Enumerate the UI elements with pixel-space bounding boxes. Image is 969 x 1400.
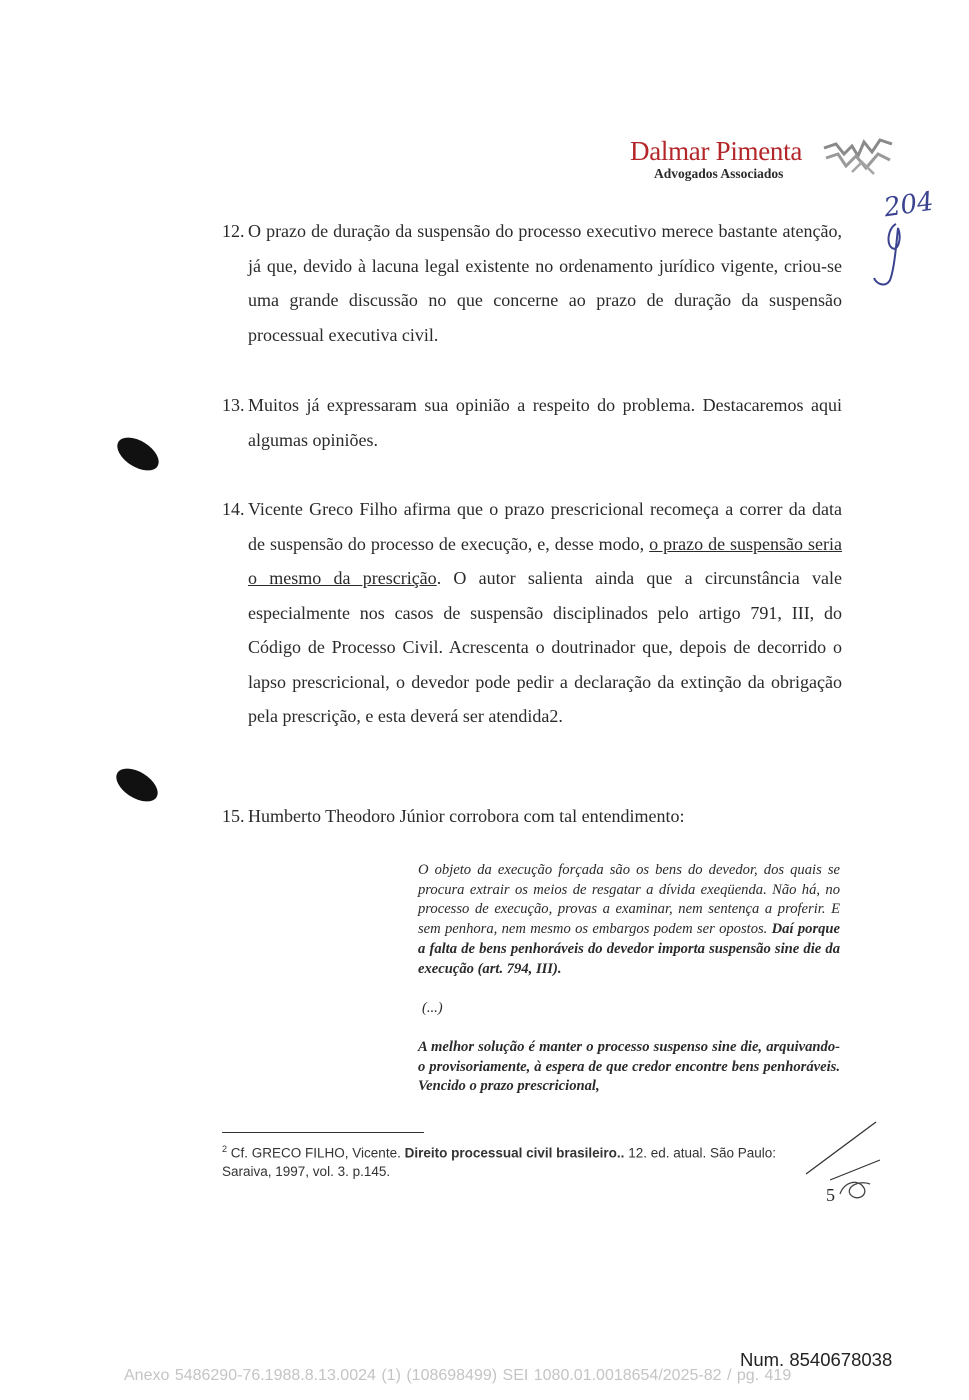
text-segment: Vicente Greco Filho afirma que o prazo prescricional recomeça a correr da data de suspensão do processo de execução, e, desse modo, xyxy=(248,499,842,554)
footnote-author: Cf. GRECO FILHO, Vicente. xyxy=(230,1145,405,1161)
punch-hole-bottom xyxy=(111,762,164,808)
punch-hole-top xyxy=(112,431,165,477)
paragraph-12 xyxy=(222,214,842,352)
handwritten-sheet-number: 204 xyxy=(882,186,936,224)
footnote-divider xyxy=(222,1132,424,1133)
firm-subtitle: Advogados Associados xyxy=(654,166,784,181)
quote-ellipsis: (...) xyxy=(422,1000,443,1017)
law-firm-logo-icon xyxy=(822,134,894,183)
footnote xyxy=(222,1140,812,1181)
quote-bold-paragraph: A melhor solução é manter o processo suspenso sine die, arquivando-o provisoriamente, à espera de que credor encontre bens penhoráveis. Vencido o prazo prescricional, xyxy=(418,1038,840,1095)
paragraph-text: Humberto Theodoro Júnior corrobora com tal entendimento: xyxy=(248,806,685,826)
handwritten-initials xyxy=(800,1118,890,1213)
quote-text: O objeto da execução forçada são os bens do devedor, dos quais se procura extrair os meios de resgatar a dívida exeqüenda. Não há, no processo de execução, provas a examinar, nem sentença a proferir. E sem penhora, nem mesmo os embargos podem ser opostos. xyxy=(418,862,840,938)
handwritten-signature xyxy=(868,218,918,295)
document-reference-stamp: Anexo 5486290-76.1988.8.13.0024 (1) (108698499) SEI 1080.01.0018654/2025-82 / pg. 419 xyxy=(124,1367,792,1384)
paragraph-13 xyxy=(222,388,842,457)
paragraph-number: 14. xyxy=(222,499,245,519)
document-number-stamp: Num. 8540678038 xyxy=(740,1349,893,1370)
paragraph-text xyxy=(248,492,842,734)
quote-bold-text: Daí porque a falta de bens penhoráveis do devedor importa suspensão sine die da execução (art. 794, III). xyxy=(418,921,841,977)
text-segment: . O autor salienta ainda que a circunstância vale especialmente nos casos de suspensão disciplinados pelo artigo 791, III, do Código de Processo Civil. Acrescenta o doutrinador que, depois de decorrido o lapso prescricional, o devedor pode pedir a declaração da extinção da obrigação pela prescrição, e esta deverá ser atendida2. xyxy=(248,568,842,726)
underlined-text: o prazo de suspensão seria o mesmo da prescrição xyxy=(248,533,842,588)
paragraph-text: O prazo de duração da suspensão do processo executivo merece bastante atenção, já que, devido à lacuna legal existente no ordenamento jurídico vigente, criou-se uma grande discussão no que concerne ao prazo de duração da suspensão processual executiva civil. xyxy=(248,221,842,345)
footnote-marker: 2 xyxy=(222,1144,228,1154)
page-number: 5 xyxy=(826,1185,835,1205)
letterhead xyxy=(630,136,820,182)
paragraph-text: Muitos já expressaram sua opinião a respeito do problema. Destacaremos aqui algumas opiniões. xyxy=(248,395,842,450)
paragraph-number: 13. xyxy=(222,395,245,415)
firm-name: Dalmar Pimenta xyxy=(630,136,802,166)
footnote-title: Direito processual civil brasileiro.. xyxy=(404,1145,625,1161)
paragraph-number: 12. xyxy=(222,221,245,241)
footnote-details: 12. ed. atual. São Paulo: Saraiva, 1997, vol. 3. p.145. xyxy=(222,1145,777,1179)
paragraph-14 xyxy=(222,492,842,734)
paragraph-15 xyxy=(222,799,842,834)
quote-paragraph xyxy=(418,861,840,979)
paragraph-number: 15. xyxy=(222,806,245,826)
block-quote xyxy=(418,861,840,1097)
